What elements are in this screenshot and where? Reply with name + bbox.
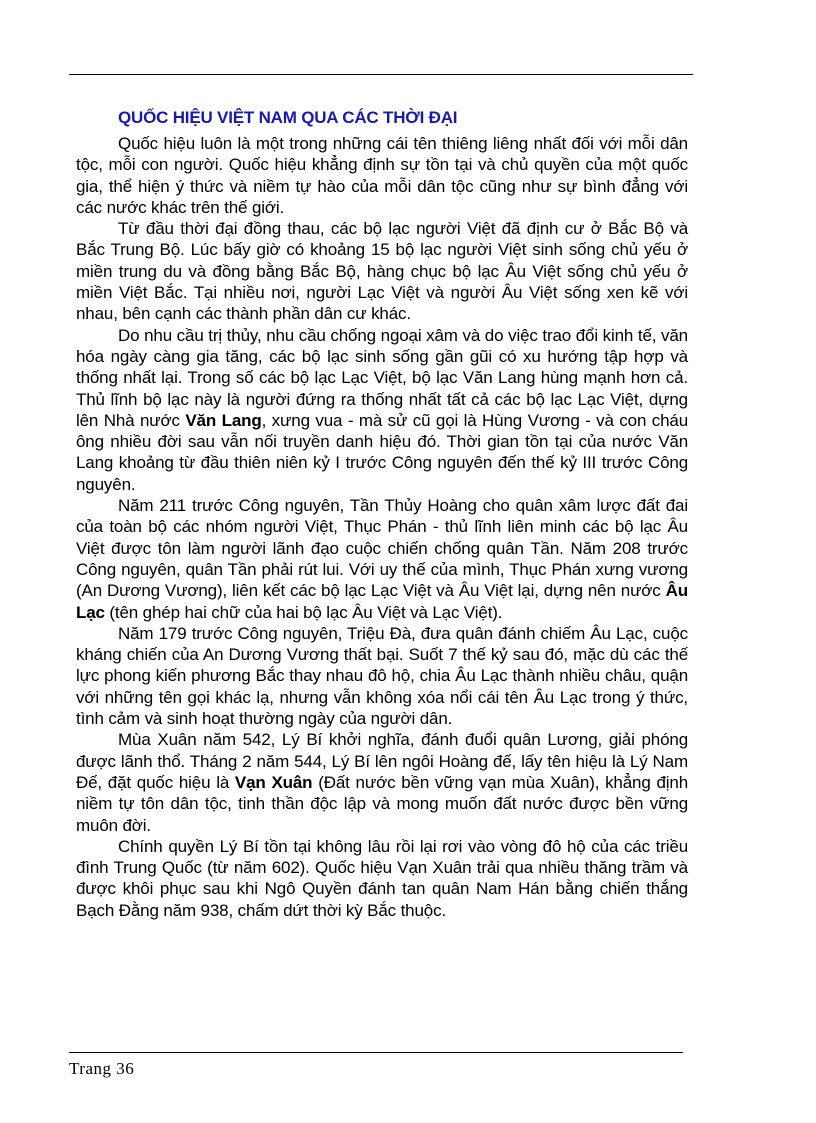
- paragraph-text: Quốc hiệu luôn là một trong những cái tên thiêng liêng nhất đối với mỗi dân tộc, mỗi con người. Quốc hiệu khẳng định sự tồn tại và chủ quyền của một quốc gia, thể hiện ý thức và niềm tự hào của mỗi dân tộc cũng như sự bình đẳng với các nước khác trên thế giới.: [76, 134, 688, 217]
- paragraph-text: Chính quyền Lý Bí tồn tại không lâu rồi lại rơi vào vòng đô hộ của các triều đình Trung Quốc (từ năm 602). Quốc hiệu Vạn Xuân trải qua nhiều thăng trầm và được khôi phục sau khi Ngô Quyền đánh tan quân Nam Hán bằng chiến thắng Bạch Đằng năm 938, chấm dứt thời kỳ Bắc thuộc.: [76, 836, 688, 920]
- paragraph-text: , xưng vua - mà sử cũ gọi là Hùng Vương - và con cháu ông nhiều đời sau vẫn nối truyền danh hiệu đó. Thời gian tồn tại của nước Văn Lang khoảng từ đầu thiên niên kỷ I trước Công nguyên đến thế kỷ III trước Công nguyên.: [76, 410, 689, 494]
- paragraph-text: Từ đầu thời đại đồng thau, các bộ lạc người Việt đã định cư ở Bắc Bộ và Bắc Trung Bộ. Lúc bấy giờ có khoảng 15 bộ lạc người Việt sinh sống chủ yếu ở miền trung du và đồng bằng Bắc Bộ, hàng chục bộ lạc Âu Việt sống chủ yếu ở miền Việt Bắc. Tại nhiều nơi, người Lạc Việt và người Âu Việt sống xen kẽ với nhau, bên cạnh các thành phần dân cư khác.: [76, 219, 688, 324]
- paragraph: [76, 836, 688, 921]
- paragraph-text: (Đất nước bền vững vạn mùa Xuân), khẳng định niềm tự tôn dân tộc, tinh thần độc lập và mong muốn đất nước được bền vững muôn đời.: [76, 772, 688, 835]
- paragraph: [76, 218, 688, 324]
- paragraph: [76, 133, 688, 218]
- paragraph: [76, 623, 688, 729]
- document-title: QUỐC HIỆU VIỆT NAM QUA CÁC THỜI ĐẠI: [118, 108, 458, 127]
- page-number: Trang 36: [69, 1059, 135, 1078]
- paragraph-container: [76, 133, 688, 921]
- bold-term: Âu Lạc: [76, 581, 688, 622]
- document-body: [76, 106, 688, 921]
- footer-rule: [69, 1052, 683, 1053]
- paragraph-text: Mùa Xuân năm 542, Lý Bí khởi nghĩa, đánh đuổi quân Lương, giải phóng được lãnh thổ. Tháng 2 năm 544, Lý Bí lên ngôi Hoàng đế, lấy tên hiệu là Lý Nam Đế, đặt quốc hiệu là: [76, 730, 688, 792]
- paragraph-text: Năm 179 trước Công nguyên, Triệu Đà, đưa quân đánh chiếm Âu Lạc, cuộc kháng chiến của An Dương Vương thất bại. Suốt 7 thế kỷ sau đó, mặc dù các thế lực phong kiến phương Bắc thay nhau đô hộ, chia Âu Lạc thành nhiều châu, quận với những tên gọi khác lạ, nhưng vẫn không xóa nổi cái tên Âu Lạc trong ý thức, tình cảm và sinh hoạt thường ngày của người dân.: [76, 623, 688, 729]
- header-rule: [69, 74, 693, 75]
- paragraph: [76, 495, 688, 623]
- paragraph-text: Năm 211 trước Công nguyên, Tần Thủy Hoàng cho quân xâm lược đất đai của toàn bộ các nhóm người Việt, Thục Phán - thủ lĩnh liên minh các bộ lạc Âu Việt được tôn làm người lãnh đạo cuộc chiến chống quân Tần. Năm 208 trước Công nguyên, quân Tần phải rút lui. Với uy thế của mình, Thục Phán xưng vương (An Dương Vương), liên kết các bộ lạc Lạc Việt và Âu Việt lại, dựng nên nước: [76, 496, 688, 601]
- paragraph: [76, 729, 688, 835]
- bold-term: Văn Lang: [185, 410, 262, 430]
- paragraph-text: (tên ghép hai chữ của hai bộ lạc Âu Việt và Lạc Việt).: [104, 602, 503, 622]
- bold-term: Vạn Xuân: [234, 772, 313, 792]
- paragraph: [76, 325, 688, 495]
- paragraph-text: Do nhu cầu trị thủy, nhu cầu chống ngoại xâm và do việc trao đổi kinh tế, văn hóa ngày càng gia tăng, các bộ lạc sinh sống gần gũi có xu hướng tập hợp và thống nhất lại. Trong số các bộ lạc Lạc Việt, bộ lạc Văn Lang hùng mạnh hơn cả. Thủ lĩnh bộ lạc này là người đứng ra thống nhất tất cả các bộ lạc Lạc Việt, dựng lên Nhà nước: [76, 325, 688, 430]
